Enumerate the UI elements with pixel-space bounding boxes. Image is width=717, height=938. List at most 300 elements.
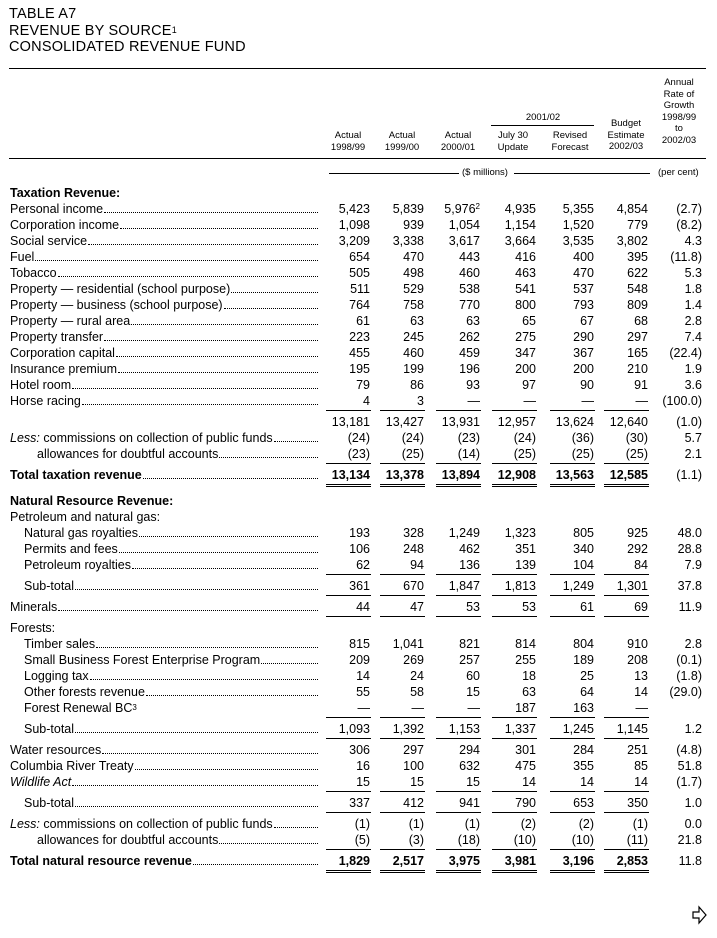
cell-revised-forecast: 400 <box>573 250 594 264</box>
table-row <box>0 414 717 430</box>
cell-actual-1998-99: 1,093 <box>338 722 370 736</box>
sum-rule <box>380 738 425 739</box>
cell-budget-estimate: 12,640 <box>609 415 648 429</box>
cell-budget-estimate: 165 <box>627 346 648 360</box>
leader-dots <box>119 552 318 553</box>
cell-growth-rate: 0.0 <box>684 817 702 831</box>
cell-actual-1999-00: 1,041 <box>392 637 424 651</box>
cell-actual-2000-01: 1,847 <box>448 579 480 593</box>
cell-actual-2000-01: 63 <box>466 314 480 328</box>
sum-rule <box>604 410 649 411</box>
table-row <box>0 446 717 462</box>
cell-actual-2000-01: 294 <box>459 743 480 757</box>
sum-rule <box>604 574 649 575</box>
cell-actual-2000-01: 60 <box>466 669 480 683</box>
leader-dots <box>35 260 318 261</box>
leader-dots <box>72 388 318 389</box>
sum-rule <box>380 484 425 485</box>
row-label: Property transfer <box>10 329 320 345</box>
cell-revised-forecast: 25 <box>580 669 594 683</box>
cell-actual-2000-01: (18) <box>457 833 480 847</box>
cell-growth-rate: 7.4 <box>684 330 702 344</box>
cell-revised-forecast: 200 <box>573 362 594 376</box>
units-label: ($ millions) <box>462 167 508 178</box>
table-row <box>0 832 717 848</box>
cell-actual-2000-01: 15 <box>466 685 480 699</box>
header-revised-forecast: Revised Forecast <box>551 130 589 153</box>
sum-rule <box>604 872 649 873</box>
cell-revised-forecast: (25) <box>571 447 594 461</box>
sum-rule <box>436 463 481 464</box>
cell-actual-1999-00: 100 <box>403 759 424 773</box>
row-label: allowances for doubtful accounts <box>37 832 320 848</box>
cell-actual-1998-99: 306 <box>349 743 370 757</box>
cell-actual-2000-01: 13,894 <box>441 468 480 482</box>
cell-revised-forecast: 3,196 <box>562 854 594 868</box>
sum-rule <box>326 484 371 485</box>
sum-rule <box>604 738 649 739</box>
cell-revised-forecast: 470 <box>573 266 594 280</box>
cell-actual-2000-01: 5,976$^2$ <box>444 202 480 216</box>
cell-revised-forecast: 537 <box>573 282 594 296</box>
table-row <box>0 185 717 201</box>
sum-rule <box>550 872 595 873</box>
sum-rule <box>326 791 371 792</box>
header-actual-1998-99: Actual 1998/99 <box>330 130 366 153</box>
leader-dots <box>75 589 318 590</box>
cell-growth-rate: 21.8 <box>677 833 702 847</box>
cell-revised-forecast: 3,535 <box>562 234 594 248</box>
cell-actual-1999-00: 3 <box>417 394 424 408</box>
table-row <box>0 620 717 636</box>
cell-actual-1999-00: 24 <box>410 669 424 683</box>
table-row <box>0 668 717 684</box>
row-label: Petroleum royalties <box>24 557 320 573</box>
header-actual-2000-01: Actual 2000/01 <box>440 130 476 153</box>
cell-budget-estimate: 69 <box>634 600 648 614</box>
cell-actual-1998-99: 1,829 <box>338 854 370 868</box>
row-label: Forests: <box>10 621 56 635</box>
cell-actual-2000-01: 462 <box>459 542 480 556</box>
cell-growth-rate: 2.8 <box>684 637 702 651</box>
cell-budget-estimate: 350 <box>627 796 648 810</box>
leader-dots <box>88 244 318 245</box>
cell-actual-2000-01: 821 <box>459 637 480 651</box>
cell-july30-update: 416 <box>515 250 536 264</box>
cell-july30-update: 1,337 <box>504 722 536 736</box>
header-growth-rate: Annual Rate of Growth 1998/99 to 2002/03 <box>661 77 697 146</box>
cell-july30-update: 1,154 <box>504 218 536 232</box>
table-row <box>0 557 717 573</box>
sum-rule <box>604 463 649 464</box>
cell-growth-rate: (4.8) <box>676 743 702 757</box>
cell-july30-update: 3,664 <box>504 234 536 248</box>
cell-growth-rate: 1.8 <box>684 282 702 296</box>
cell-actual-1998-99: 654 <box>349 250 370 264</box>
cell-july30-update: 541 <box>515 282 536 296</box>
cell-july30-update: 475 <box>515 759 536 773</box>
percent-label: (per cent) <box>658 167 699 178</box>
row-label: Petroleum and natural gas: <box>10 510 161 524</box>
cell-actual-2000-01: — <box>467 394 480 408</box>
cell-growth-rate: 7.9 <box>684 558 702 572</box>
table-row <box>0 652 717 668</box>
top-rule <box>9 68 706 69</box>
sum-rule <box>550 463 595 464</box>
leader-dots <box>58 276 318 277</box>
table-row <box>0 578 717 594</box>
header-july30-update: July 30 Update <box>497 130 529 153</box>
cell-budget-estimate: 14 <box>634 775 648 789</box>
sum-rule <box>436 595 481 596</box>
cell-actual-1999-00: 15 <box>410 775 424 789</box>
cell-actual-2000-01: 632 <box>459 759 480 773</box>
cell-actual-2000-01: 196 <box>459 362 480 376</box>
cell-budget-estimate: 4,854 <box>616 202 648 216</box>
sum-rule <box>604 717 649 718</box>
cell-growth-rate: 37.8 <box>677 579 702 593</box>
cell-actual-2000-01: 136 <box>459 558 480 572</box>
row-label: Wildlife Act <box>10 774 320 790</box>
cell-actual-1998-99: 455 <box>349 346 370 360</box>
cell-actual-2000-01: 1,249 <box>448 526 480 540</box>
cell-july30-update: 187 <box>515 701 536 715</box>
leader-dots <box>58 610 318 611</box>
cell-growth-rate: 5.7 <box>684 431 702 445</box>
sum-rule <box>380 849 425 850</box>
sum-rule <box>436 738 481 739</box>
sum-rule <box>326 870 371 871</box>
cell-budget-estimate: 13 <box>634 669 648 683</box>
cell-revised-forecast: 1,520 <box>562 218 594 232</box>
cell-revised-forecast: 14 <box>580 775 594 789</box>
sum-rule <box>436 717 481 718</box>
cell-revised-forecast: 67 <box>580 314 594 328</box>
sum-rule <box>326 872 371 873</box>
table-row <box>0 541 717 557</box>
row-label: Timber sales <box>24 636 320 652</box>
cell-revised-forecast: 163 <box>573 701 594 715</box>
cell-actual-1999-00: 94 <box>410 558 424 572</box>
cell-actual-1999-00: 529 <box>403 282 424 296</box>
sum-rule <box>492 717 537 718</box>
cell-actual-1999-00: 939 <box>403 218 424 232</box>
sum-rule <box>550 486 595 487</box>
table-name: REVENUE BY SOURCE$^1$ <box>9 22 177 39</box>
cell-budget-estimate: (11) <box>626 833 648 847</box>
cell-july30-update: 347 <box>515 346 536 360</box>
leader-dots <box>131 324 318 325</box>
cell-growth-rate: 48.0 <box>677 526 702 540</box>
cell-revised-forecast: 367 <box>573 346 594 360</box>
sum-rule <box>492 812 537 813</box>
sum-rule <box>326 595 371 596</box>
cell-revised-forecast: 104 <box>573 558 594 572</box>
leader-dots <box>72 785 318 786</box>
cell-growth-rate: 11.8 <box>678 854 702 868</box>
cell-actual-2000-01: 3,975 <box>448 854 480 868</box>
sum-rule <box>380 717 425 718</box>
footnote-marker: 1 <box>171 24 177 35</box>
sum-rule <box>492 486 537 487</box>
cell-growth-rate: 2.8 <box>684 314 702 328</box>
cell-july30-update: 800 <box>515 298 536 312</box>
arrow-right-icon <box>691 905 707 930</box>
sum-rule <box>436 484 481 485</box>
table-row <box>0 853 717 869</box>
sum-rule <box>436 616 481 617</box>
table-row <box>0 361 717 377</box>
sum-rule <box>550 791 595 792</box>
sum-rule <box>380 574 425 575</box>
cell-actual-2000-01: — <box>467 701 480 715</box>
cell-actual-2000-01: 262 <box>459 330 480 344</box>
cell-actual-1998-99: 1,098 <box>338 218 370 232</box>
cell-budget-estimate: (1) <box>632 817 648 831</box>
table-row <box>0 774 717 790</box>
row-label: Tobacco <box>10 265 320 281</box>
table-row <box>0 525 717 541</box>
cell-july30-update: 1,323 <box>504 526 536 540</box>
cell-growth-rate: 1.2 <box>684 722 702 736</box>
sum-rule <box>604 812 649 813</box>
cell-budget-estimate: (30) <box>625 431 648 445</box>
cell-revised-forecast: 189 <box>573 653 594 667</box>
sum-rule <box>550 870 595 871</box>
row-label: Total natural resource revenue <box>10 853 320 869</box>
cell-actual-2000-01: 460 <box>459 266 480 280</box>
sum-rule <box>550 738 595 739</box>
table-number: TABLE A7 <box>9 6 77 22</box>
row-label: allowances for doubtful accounts <box>37 446 320 462</box>
cell-actual-1999-00: 758 <box>403 298 424 312</box>
table-row <box>0 265 717 281</box>
leader-dots <box>224 308 318 309</box>
cell-growth-rate: (1.7) <box>676 775 702 789</box>
cell-actual-1999-00: 47 <box>410 600 424 614</box>
cell-actual-1999-00: 670 <box>403 579 424 593</box>
cell-july30-update: 12,908 <box>497 468 536 482</box>
cell-actual-2000-01: (23) <box>457 431 480 445</box>
cell-growth-rate: 11.9 <box>678 600 702 614</box>
sum-rule <box>604 791 649 792</box>
cell-july30-update: 139 <box>515 558 536 572</box>
sum-rule <box>604 486 649 487</box>
sum-rule <box>550 484 595 485</box>
cell-actual-1999-00: 412 <box>403 796 424 810</box>
sum-rule <box>604 616 649 617</box>
cell-actual-1998-99: 815 <box>349 637 370 651</box>
row-label: Columbia River Treaty <box>10 758 320 774</box>
sum-rule <box>380 791 425 792</box>
cell-actual-1999-00: (3) <box>408 833 424 847</box>
row-label: Hotel room <box>10 377 320 393</box>
sum-rule <box>436 574 481 575</box>
cell-budget-estimate: 910 <box>627 637 648 651</box>
cell-july30-update: 14 <box>522 775 536 789</box>
row-label: Forest Renewal $BC^3$ <box>24 701 137 715</box>
leader-dots <box>261 663 318 664</box>
header-group-2001-02: 2001/02 <box>525 112 561 123</box>
table-row <box>0 201 717 217</box>
row-label: Personal income <box>10 201 320 217</box>
cell-revised-forecast: (36) <box>571 431 594 445</box>
cell-growth-rate: (22.4) <box>669 346 702 360</box>
cell-budget-estimate: 1,301 <box>616 579 648 593</box>
cell-budget-estimate: 14 <box>634 685 648 699</box>
cell-july30-update: 1,813 <box>504 579 536 593</box>
cell-july30-update: 463 <box>515 266 536 280</box>
leader-dots <box>219 457 318 458</box>
group-rule <box>491 125 594 126</box>
row-label: Minerals <box>10 599 320 615</box>
cell-revised-forecast: 13,624 <box>555 415 594 429</box>
cell-actual-1998-99: 15 <box>356 775 370 789</box>
table-row <box>0 233 717 249</box>
cell-july30-update: 53 <box>522 600 536 614</box>
cell-july30-update: 18 <box>522 669 536 683</box>
cell-revised-forecast: (2) <box>578 817 594 831</box>
sum-rule <box>380 410 425 411</box>
sum-rule <box>550 717 595 718</box>
table-row <box>0 467 717 483</box>
sum-rule <box>492 849 537 850</box>
leader-dots <box>90 679 318 680</box>
cell-actual-2000-01: 770 <box>459 298 480 312</box>
table-row <box>0 345 717 361</box>
table-row <box>0 700 717 716</box>
cell-july30-update: 301 <box>515 743 536 757</box>
cell-budget-estimate: (25) <box>625 447 648 461</box>
cell-actual-1998-99: (23) <box>347 447 370 461</box>
cell-actual-1998-99: 16 <box>356 759 370 773</box>
cell-growth-rate: (11.8) <box>670 250 702 264</box>
cell-actual-1999-00: 199 <box>403 362 424 376</box>
cell-july30-update: 65 <box>522 314 536 328</box>
leader-dots <box>102 753 318 754</box>
cell-actual-1999-00: (1) <box>408 817 424 831</box>
row-label: Less: commissions on collection of public funds <box>10 816 320 832</box>
cell-budget-estimate: 84 <box>634 558 648 572</box>
table-row <box>0 313 717 329</box>
cell-actual-1999-00: (25) <box>401 447 424 461</box>
cell-revised-forecast: 805 <box>573 526 594 540</box>
cell-budget-estimate: 779 <box>627 218 648 232</box>
cell-growth-rate: (100.0) <box>662 394 702 408</box>
cell-revised-forecast: — <box>581 394 594 408</box>
cell-actual-1998-99: 79 <box>356 378 370 392</box>
row-label: Taxation Revenue: <box>10 186 121 200</box>
cell-budget-estimate: 297 <box>627 330 648 344</box>
cell-actual-1998-99: 13,134 <box>331 468 370 482</box>
sum-rule <box>326 812 371 813</box>
cell-actual-1998-99: (24) <box>347 431 370 445</box>
row-label: Logging tax <box>24 668 320 684</box>
row-label: Sub-total <box>24 721 320 737</box>
cell-actual-1998-99: 61 <box>356 314 370 328</box>
cell-revised-forecast: 355 <box>573 759 594 773</box>
leader-dots <box>135 769 318 770</box>
cell-revised-forecast: 13,563 <box>555 468 594 482</box>
cell-actual-1998-99: 3,209 <box>338 234 370 248</box>
cell-budget-estimate: 809 <box>627 298 648 312</box>
cell-july30-update: 63 <box>522 685 536 699</box>
cell-growth-rate: (29.0) <box>669 685 702 699</box>
cell-actual-1999-00: 5,839 <box>392 202 424 216</box>
cell-budget-estimate: 2,853 <box>616 854 648 868</box>
sum-rule <box>380 870 425 871</box>
leader-dots <box>116 356 318 357</box>
row-label: Total taxation revenue <box>10 467 320 483</box>
cell-budget-estimate: 1,145 <box>616 722 648 736</box>
sum-rule <box>550 812 595 813</box>
leader-dots <box>120 228 318 229</box>
cell-actual-1998-99: 5,423 <box>338 202 370 216</box>
cell-actual-1999-00: 460 <box>403 346 424 360</box>
cell-growth-rate: (0.1) <box>676 653 702 667</box>
units-rule-right <box>514 173 650 174</box>
sum-rule <box>380 812 425 813</box>
cell-budget-estimate: 68 <box>634 314 648 328</box>
sum-rule <box>550 616 595 617</box>
cell-actual-2000-01: 1,153 <box>448 722 480 736</box>
cell-actual-2000-01: (14) <box>457 447 480 461</box>
cell-actual-1999-00: 269 <box>403 653 424 667</box>
cell-july30-update: 97 <box>522 378 536 392</box>
cell-actual-1999-00: 3,338 <box>392 234 424 248</box>
sum-rule <box>492 870 537 871</box>
table-title <box>9 6 246 56</box>
cell-actual-1998-99: (1) <box>354 817 370 831</box>
sum-rule <box>326 738 371 739</box>
sum-rule <box>436 849 481 850</box>
cell-july30-update: 814 <box>515 637 536 651</box>
cell-revised-forecast: 1,245 <box>562 722 594 736</box>
cell-budget-estimate: 3,802 <box>616 234 648 248</box>
leader-dots <box>146 695 318 696</box>
row-label: Property — business (school purpose) <box>10 297 320 313</box>
cell-july30-update: 255 <box>515 653 536 667</box>
cell-budget-estimate: — <box>635 394 648 408</box>
cell-actual-1998-99: 511 <box>350 282 370 296</box>
sum-rule <box>436 812 481 813</box>
sum-rule <box>492 484 537 485</box>
leader-dots <box>82 404 318 405</box>
sum-rule <box>492 574 537 575</box>
cell-july30-update: 4,935 <box>504 202 536 216</box>
cell-actual-1998-99: 337 <box>349 796 370 810</box>
sum-rule <box>492 738 537 739</box>
cell-actual-2000-01: 13,931 <box>441 415 480 429</box>
table-row <box>0 430 717 446</box>
sum-rule <box>380 872 425 873</box>
row-label: Property — residential (school purpose) <box>10 281 320 297</box>
cell-july30-update: (10) <box>513 833 536 847</box>
cell-actual-2000-01: 443 <box>459 250 480 264</box>
row-label: Other forests revenue <box>24 684 320 700</box>
cell-actual-1999-00: 13,427 <box>385 415 424 429</box>
cell-budget-estimate: 85 <box>634 759 648 773</box>
cell-july30-update: 200 <box>515 362 536 376</box>
cell-actual-1999-00: (24) <box>401 431 424 445</box>
leader-dots <box>104 212 318 213</box>
cell-actual-2000-01: 53 <box>466 600 480 614</box>
cell-revised-forecast: 61 <box>580 600 594 614</box>
table-row <box>0 249 717 265</box>
cell-actual-2000-01: 538 <box>459 282 480 296</box>
sum-rule <box>492 791 537 792</box>
sum-rule <box>326 717 371 718</box>
